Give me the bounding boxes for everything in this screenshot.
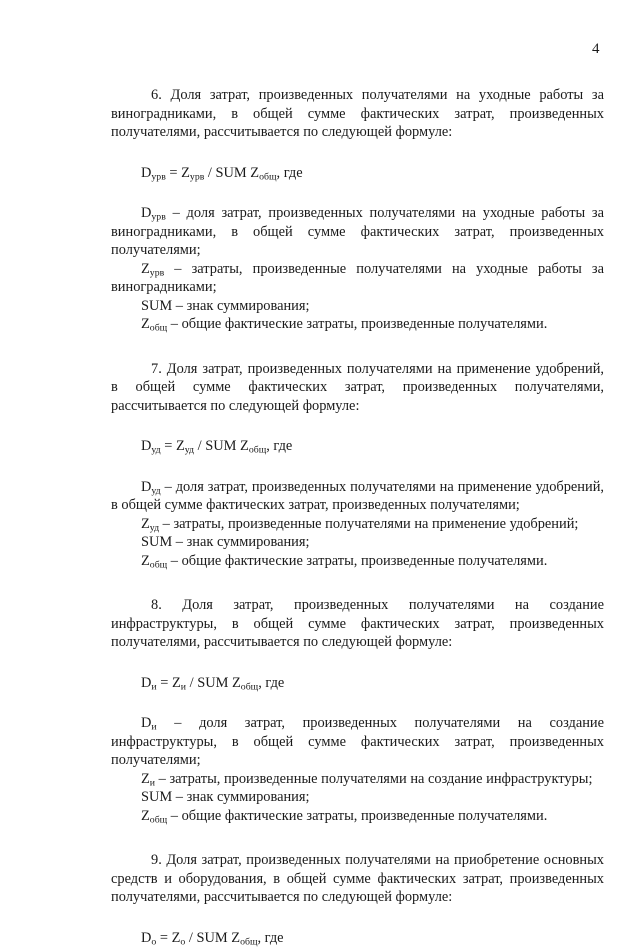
definition-z-ud: $Z_{уд}$ – затраты, произведенные получателями на применение удобрений; (141, 515, 604, 534)
formula-9: $D_о = Z_о$ / SUM $Z_{общ}$, где (141, 929, 604, 947)
formula-6: $D_{урв} = Z_{урв}$ / SUM $Z_{общ}$, где (141, 164, 604, 183)
definition-z-urv: $Z_{урв}$ – затраты, произведенные получателями на уходные работы за виноградниками; (111, 260, 604, 297)
definition-d-i: $D_и$ – доля затрат, произведенных получателями на создание инфраструктуры, в общей сумме фактических затрат, произведенных получателями; (111, 714, 604, 770)
definition-z-total: $Z_{общ}$ – общие фактические затраты, произведенные получателями. (141, 315, 604, 334)
document-body (111, 86, 604, 947)
definition-z-i: $Z_и$ – затраты, произведенные получателями на создание инфраструктуры; (141, 770, 604, 789)
section-7-intro: 7. Доля затрат, произведенных получателями на применение удобрений, в общей сумме фактических затрат, произведенных получателями, рассчитывается по следующей формуле: (111, 360, 604, 416)
section-9-intro: 9. Доля затрат, произведенных получателями на приобретение основных средств и оборудования, в общей сумме фактических затрат, произведенных получателями, рассчитывается по следующей формуле: (111, 851, 604, 907)
definition-sum: SUM – знак суммирования; (141, 533, 604, 552)
definition-sum: SUM – знак суммирования; (141, 788, 604, 807)
page-number: 4 (592, 40, 600, 59)
formula-7: $D_{уд} = Z_{уд}$ / SUM $Z_{общ}$, где (141, 437, 604, 456)
definition-z-total: $Z_{общ}$ – общие фактические затраты, произведенные получателями. (141, 807, 604, 826)
section-8-intro: 8. Доля затрат, произведенных получателями на создание инфраструктуры, в общей сумме фактических затрат, произведенных получателями, рассчитывается по следующей формуле: (111, 596, 604, 652)
definition-z-total: $Z_{общ}$ – общие фактические затраты, произведенные получателями. (141, 552, 604, 571)
definition-d-ud: $D_{уд}$ – доля затрат, произведенных получателями на применение удобрений, в общей сумме фактических затрат, произведенных получателями; (111, 478, 604, 515)
formula-8: $D_и = Z_и$ / SUM $Z_{общ}$, где (141, 674, 604, 693)
definition-sum: SUM – знак суммирования; (141, 297, 604, 316)
definition-d-urv: $D_{урв}$ – доля затрат, произведенных получателями на уходные работы за виноградниками, в общей сумме фактических затрат, произведенных получателями; (111, 204, 604, 260)
section-6-intro: 6. Доля затрат, произведенных получателями на уходные работы за виноградниками, в общей сумме фактических затрат, произведенных получателями, рассчитывается по следующей формуле: (111, 86, 604, 142)
